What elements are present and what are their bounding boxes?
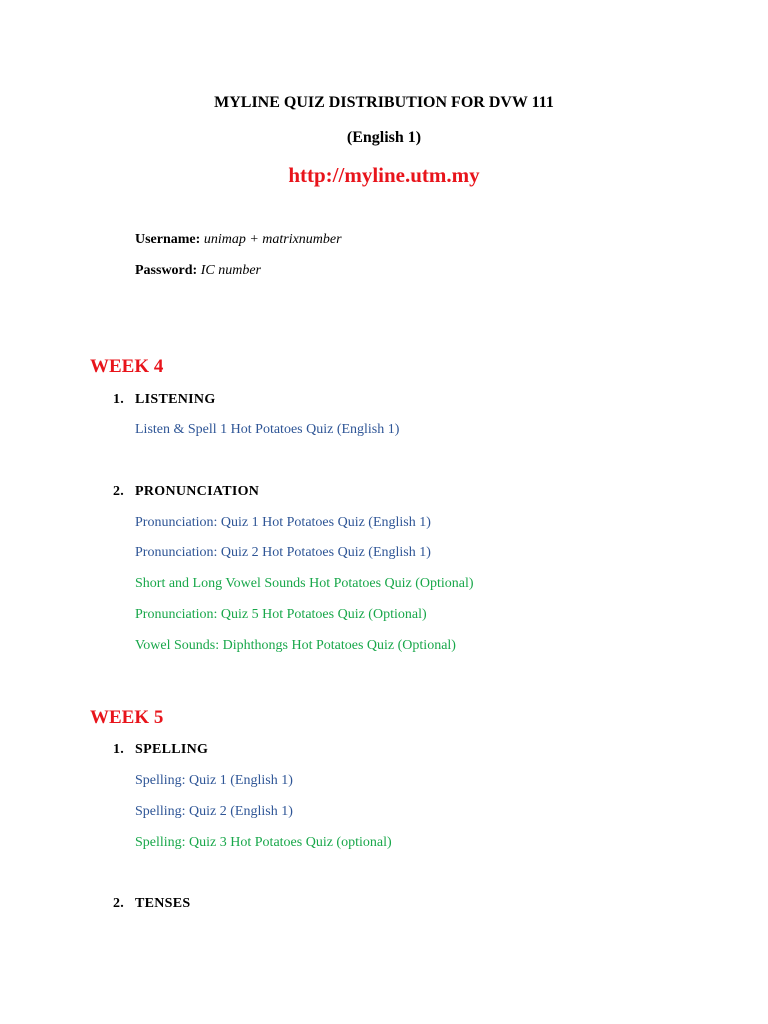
section-number: 1. [113, 392, 125, 407]
section-listening-heading [113, 391, 216, 409]
week-4-heading: WEEK 4 [90, 356, 164, 377]
username-label: Username: [135, 232, 201, 247]
myline-url-link[interactable]: http://myline.utm.my [288, 163, 480, 187]
section-spelling-heading [113, 741, 208, 759]
section-title: LISTENING [135, 392, 216, 407]
quiz-link[interactable]: Pronunciation: Quiz 2 Hot Potatoes Quiz (English 1) [135, 545, 431, 560]
section-title: PRONUNCIATION [135, 484, 260, 499]
username-value: unimap + matrixnumber [203, 232, 342, 247]
section-title: SPELLING [135, 742, 209, 757]
password-line [135, 262, 261, 280]
password-label: Password: [135, 263, 198, 278]
section-tenses-heading [113, 895, 191, 913]
username-line [135, 231, 342, 249]
quiz-link[interactable]: Spelling: Quiz 2 (English 1) [135, 804, 293, 819]
quiz-link[interactable]: Pronunciation: Quiz 1 Hot Potatoes Quiz (English 1) [135, 515, 431, 530]
password-value: IC number [200, 263, 262, 278]
quiz-link-optional[interactable]: Pronunciation: Quiz 5 Hot Potatoes Quiz (Optional) [135, 607, 427, 622]
quiz-link[interactable]: Listen & Spell 1 Hot Potatoes Quiz (English 1) [135, 422, 400, 437]
document-subtitle: (English 1) [346, 129, 422, 146]
section-number: 2. [113, 484, 125, 499]
quiz-link[interactable]: Spelling: Quiz 1 (English 1) [135, 773, 293, 788]
section-number: 1. [113, 742, 125, 757]
quiz-link-optional[interactable]: Spelling: Quiz 3 Hot Potatoes Quiz (optional) [135, 835, 392, 850]
section-number: 2. [113, 896, 125, 911]
document-title: MYLINE QUIZ DISTRIBUTION FOR DVW 111 [214, 94, 554, 111]
week-5-heading: WEEK 5 [90, 707, 164, 728]
quiz-link-optional[interactable]: Short and Long Vowel Sounds Hot Potatoes Quiz (Optional) [135, 576, 474, 591]
section-title: TENSES [135, 896, 191, 911]
section-pronunciation-heading [113, 483, 259, 501]
quiz-link-optional[interactable]: Vowel Sounds: Diphthongs Hot Potatoes Quiz (Optional) [135, 638, 456, 653]
